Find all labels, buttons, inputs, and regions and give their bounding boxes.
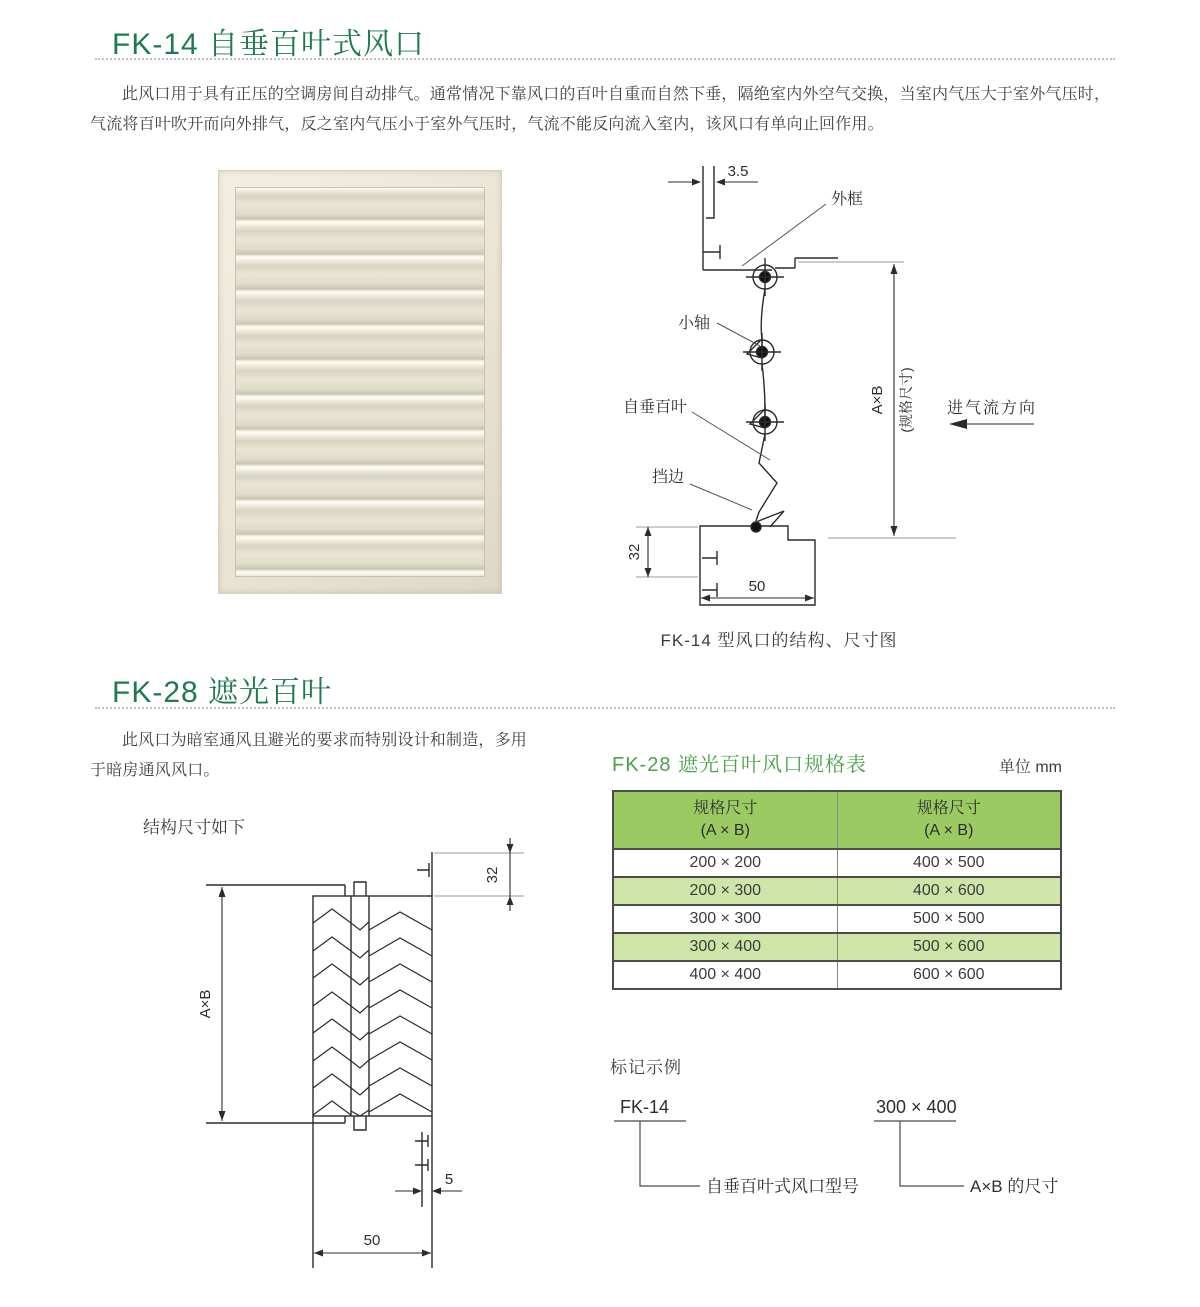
marking-example-title: 标记示例 <box>610 1058 682 1077</box>
dimension-lines <box>222 838 510 1253</box>
spec-row <box>613 961 1061 989</box>
header-line1: 规格尺寸 <box>916 800 981 817</box>
header-line2: (A × B) <box>700 822 750 839</box>
spec-cell: 200 × 200 <box>613 849 837 877</box>
spec-col-header <box>613 791 837 849</box>
dim-axb-label: A×B <box>197 989 214 1019</box>
fk14-section-title: FK-14 自垂百叶式风口 <box>112 28 426 61</box>
marking-model-label: 自垂百叶式风口型号 <box>706 1177 859 1196</box>
dim-axb-label: A×B <box>869 385 886 415</box>
dim-5-label: 5 <box>444 1171 454 1188</box>
vent-louvers <box>235 187 485 577</box>
small-axle-label: 小轴 <box>678 315 711 332</box>
fk14-title-rule <box>95 58 1115 60</box>
dimension-lines <box>648 182 1034 598</box>
outer-frame-label: 外框 <box>831 191 864 208</box>
fk28-chevron-louvers <box>313 909 432 1116</box>
dimension-arrowheads <box>219 844 514 1257</box>
spec-row <box>613 877 1061 905</box>
fk14-vent-photo <box>218 170 502 594</box>
spec-table-title: FK-28 遮光百叶风口规格表 <box>612 754 868 776</box>
spec-row <box>613 933 1061 961</box>
fk14-diagram-caption: FK-14 型风口的结构、尺寸图 <box>660 631 898 650</box>
spec-cell: 400 × 600 <box>837 877 1061 905</box>
fk28-frame-profile <box>206 852 432 1268</box>
dim-axb-note: (规格尺寸) <box>898 367 914 433</box>
dim-50-label: 50 <box>363 1232 381 1249</box>
dim-32-label: 32 <box>484 866 501 884</box>
stop-edge-label: 挡边 <box>652 469 685 486</box>
spec-row <box>613 849 1061 877</box>
spec-cell: 500 × 600 <box>837 933 1061 961</box>
fk14-louver-blades <box>743 258 784 532</box>
dim-50-label: 50 <box>748 578 766 595</box>
spec-cell: 300 × 400 <box>613 933 837 961</box>
spec-col-header <box>837 791 1061 849</box>
header-line1: 规格尺寸 <box>693 800 758 817</box>
spec-cell: 600 × 600 <box>837 961 1061 989</box>
fk28-structure-note: 结构尺寸如下 <box>143 818 245 837</box>
dim-3-5-label: 3.5 <box>727 163 749 180</box>
dim-32-label: 32 <box>626 543 643 561</box>
fk28-section-title: FK-28 遮光百叶 <box>112 676 333 709</box>
fk28-title-rule <box>95 707 1115 709</box>
airflow-label: 进气流方向 <box>947 400 1038 417</box>
fk28-structure-diagram <box>150 835 580 1295</box>
fk28-description: 此风口为暗室通风且避光的要求而特别设计和制造，多用于暗房通风风口。 <box>90 732 528 779</box>
marking-size-label: A×B 的尺寸 <box>970 1177 1059 1196</box>
header-line2: (A × B) <box>924 822 974 839</box>
marking-size-code: 300 × 400 <box>876 1097 957 1117</box>
fk28-spec-table <box>612 790 1062 990</box>
fk14-structure-diagram <box>610 160 1070 630</box>
spec-row <box>613 905 1061 933</box>
spec-table-header-row <box>612 748 1062 777</box>
louver-label: 自垂百叶 <box>623 399 688 416</box>
spec-cell: 300 × 300 <box>613 905 837 933</box>
spec-cell: 400 × 400 <box>613 961 837 989</box>
spec-cell: 500 × 500 <box>837 905 1061 933</box>
fk14-frame-profile <box>700 166 838 605</box>
spec-header-row <box>613 791 1061 849</box>
spec-table-unit: 单位 mm <box>998 759 1062 776</box>
marking-model-code: FK-14 <box>620 1097 670 1117</box>
fk14-description: 此风口用于具有正压的空调房间自动排气。通常情况下靠风口的百叶自重而自然下垂，隔绝室内外空气交换，当室内气压大于室外气压时，气流将百叶吹开而向外排气，反之室内气压小于室外气压时，气流不能反向流入室内，该风口有单向止回作用。 <box>90 86 1111 133</box>
marking-example-diagram <box>608 1088 1088 1213</box>
spec-cell: 400 × 500 <box>837 849 1061 877</box>
spec-cell: 200 × 300 <box>613 877 837 905</box>
